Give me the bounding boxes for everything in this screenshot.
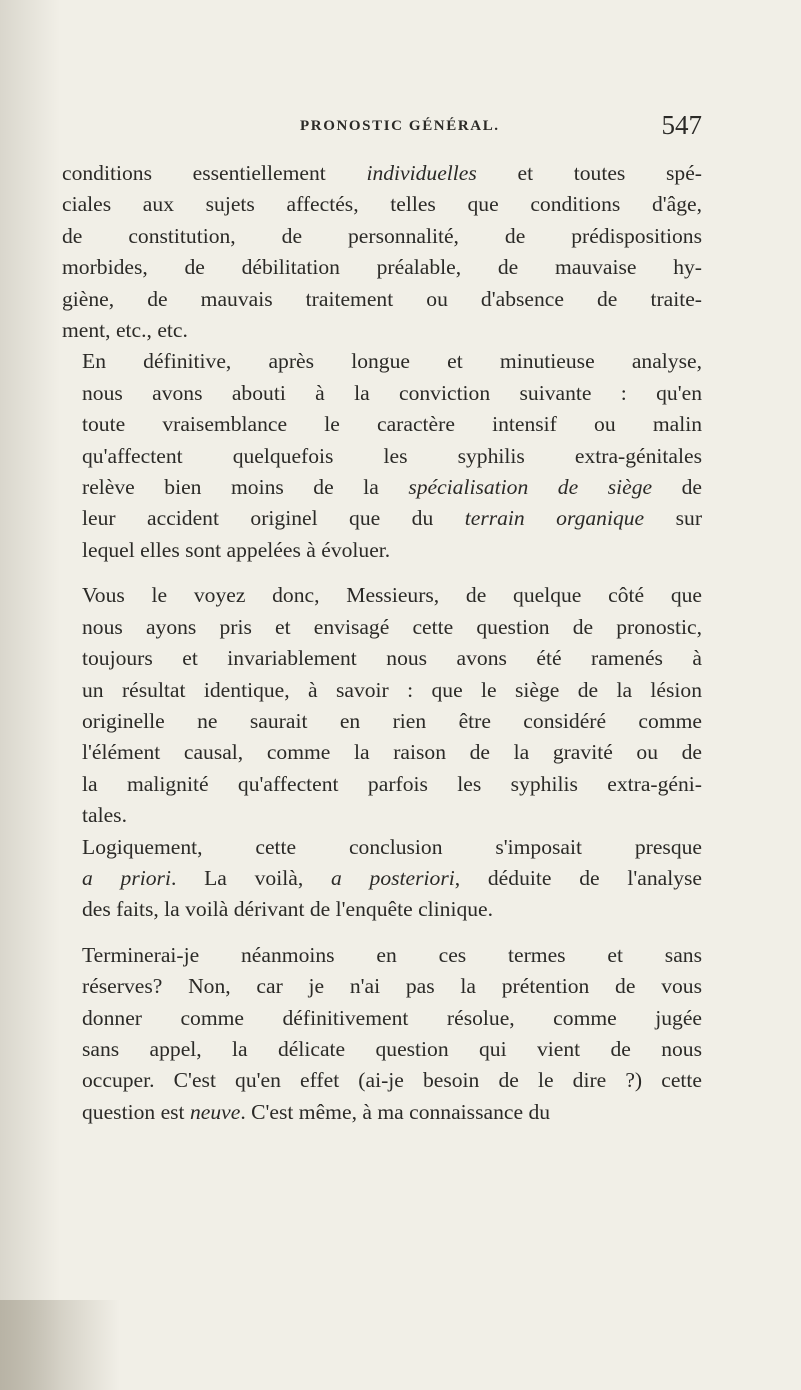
paragraph xyxy=(62,580,702,831)
page-number: 547 xyxy=(661,110,702,140)
text-line: donner comme définitivement résolue, comme jugée xyxy=(82,1005,702,1030)
text-line: toujours et invariablement nous avons été ramenés à xyxy=(82,646,702,671)
text-line: réserves? Non, car je n'ai pas la prétention de vous xyxy=(82,974,702,999)
text-line: originelle ne saurait en rien être considéré comme xyxy=(82,708,702,733)
text-line: conditions essentiellement individuelles et toutes spé- xyxy=(62,161,702,185)
paragraph xyxy=(62,940,702,1128)
paragraph-gap xyxy=(62,926,702,940)
running-head: PRONOSTIC GÉNÉRAL. xyxy=(300,118,500,134)
italic-term: a posteriori xyxy=(330,865,455,890)
text-line: Vous le voyez donc, Messieurs, de quelque côté que xyxy=(82,583,702,608)
text-line: de constitution, de personnalité, de prédispositions xyxy=(62,223,702,248)
text-line: giène, de mauvais traitement ou d'absence de traite- xyxy=(62,286,702,311)
italic-term: spécialisation de siège xyxy=(408,475,653,500)
text-line: qu'affectent quelquefois les syphilis extra-génitales xyxy=(82,443,702,468)
text-line: Logiquement, cette conclusion s'imposait presque xyxy=(82,834,702,859)
text-line: l'élément causal, comme la raison de la gravité ou de xyxy=(82,740,702,765)
italic-term: a priori xyxy=(82,865,171,890)
paragraph xyxy=(62,346,702,566)
body-text xyxy=(62,158,702,1128)
text-line: ciales aux sujets affectés, telles que conditions d'âge, xyxy=(62,192,702,217)
italic-term: individuelles xyxy=(366,161,477,185)
page-edge-shadow xyxy=(0,0,60,1390)
paragraph xyxy=(62,832,702,926)
text-line: leur accident originel que du terrain organique sur xyxy=(82,506,703,531)
text-line: En définitive, après longue et minutieuse analyse, xyxy=(82,349,702,374)
text-line: un résultat identique, à savoir : que le siège de la lésion xyxy=(82,677,702,702)
paragraph-gap xyxy=(62,566,702,580)
text-line: la malignité qu'affectent parfois les syphilis extra-géni- xyxy=(82,771,702,796)
text-line: nous avons abouti à la conviction suivante : qu'en xyxy=(82,380,702,405)
text-line: occuper. C'est qu'en effet (ai-je besoin de le dire ?) cette xyxy=(82,1068,702,1093)
text-line: relève bien moins de la spécialisation de siège de xyxy=(82,475,702,500)
text-line: Terminerai-je néanmoins en ces termes et sans xyxy=(82,942,702,967)
page-header xyxy=(62,110,702,150)
text-line: question est neuve. C'est même, à ma connaissance du xyxy=(82,1099,551,1124)
text-line: toute vraisemblance le caractère intensif ou malin xyxy=(82,412,702,437)
italic-term: terrain organique xyxy=(464,506,645,531)
text-line: lequel elles sont appelées à évoluer. xyxy=(82,537,391,562)
italic-term: neuve xyxy=(189,1099,241,1124)
text-line: morbides, de débilitation préalable, de mauvaise hy- xyxy=(62,255,702,280)
text-line: ment, etc., etc. xyxy=(62,318,188,343)
text-line: sans appel, la délicate question qui vient de nous xyxy=(82,1036,702,1061)
paragraph xyxy=(62,158,702,346)
text-line: des faits, la voilà dérivant de l'enquête clinique. xyxy=(82,897,494,922)
text-line: tales. xyxy=(82,803,127,828)
page-binding-shadow xyxy=(0,1300,120,1390)
text-line: a priori. La voilà, a posteriori, déduite de l'analyse xyxy=(82,865,702,890)
text-line: nous ayons pris et envisagé cette question de pronostic, xyxy=(82,614,702,639)
